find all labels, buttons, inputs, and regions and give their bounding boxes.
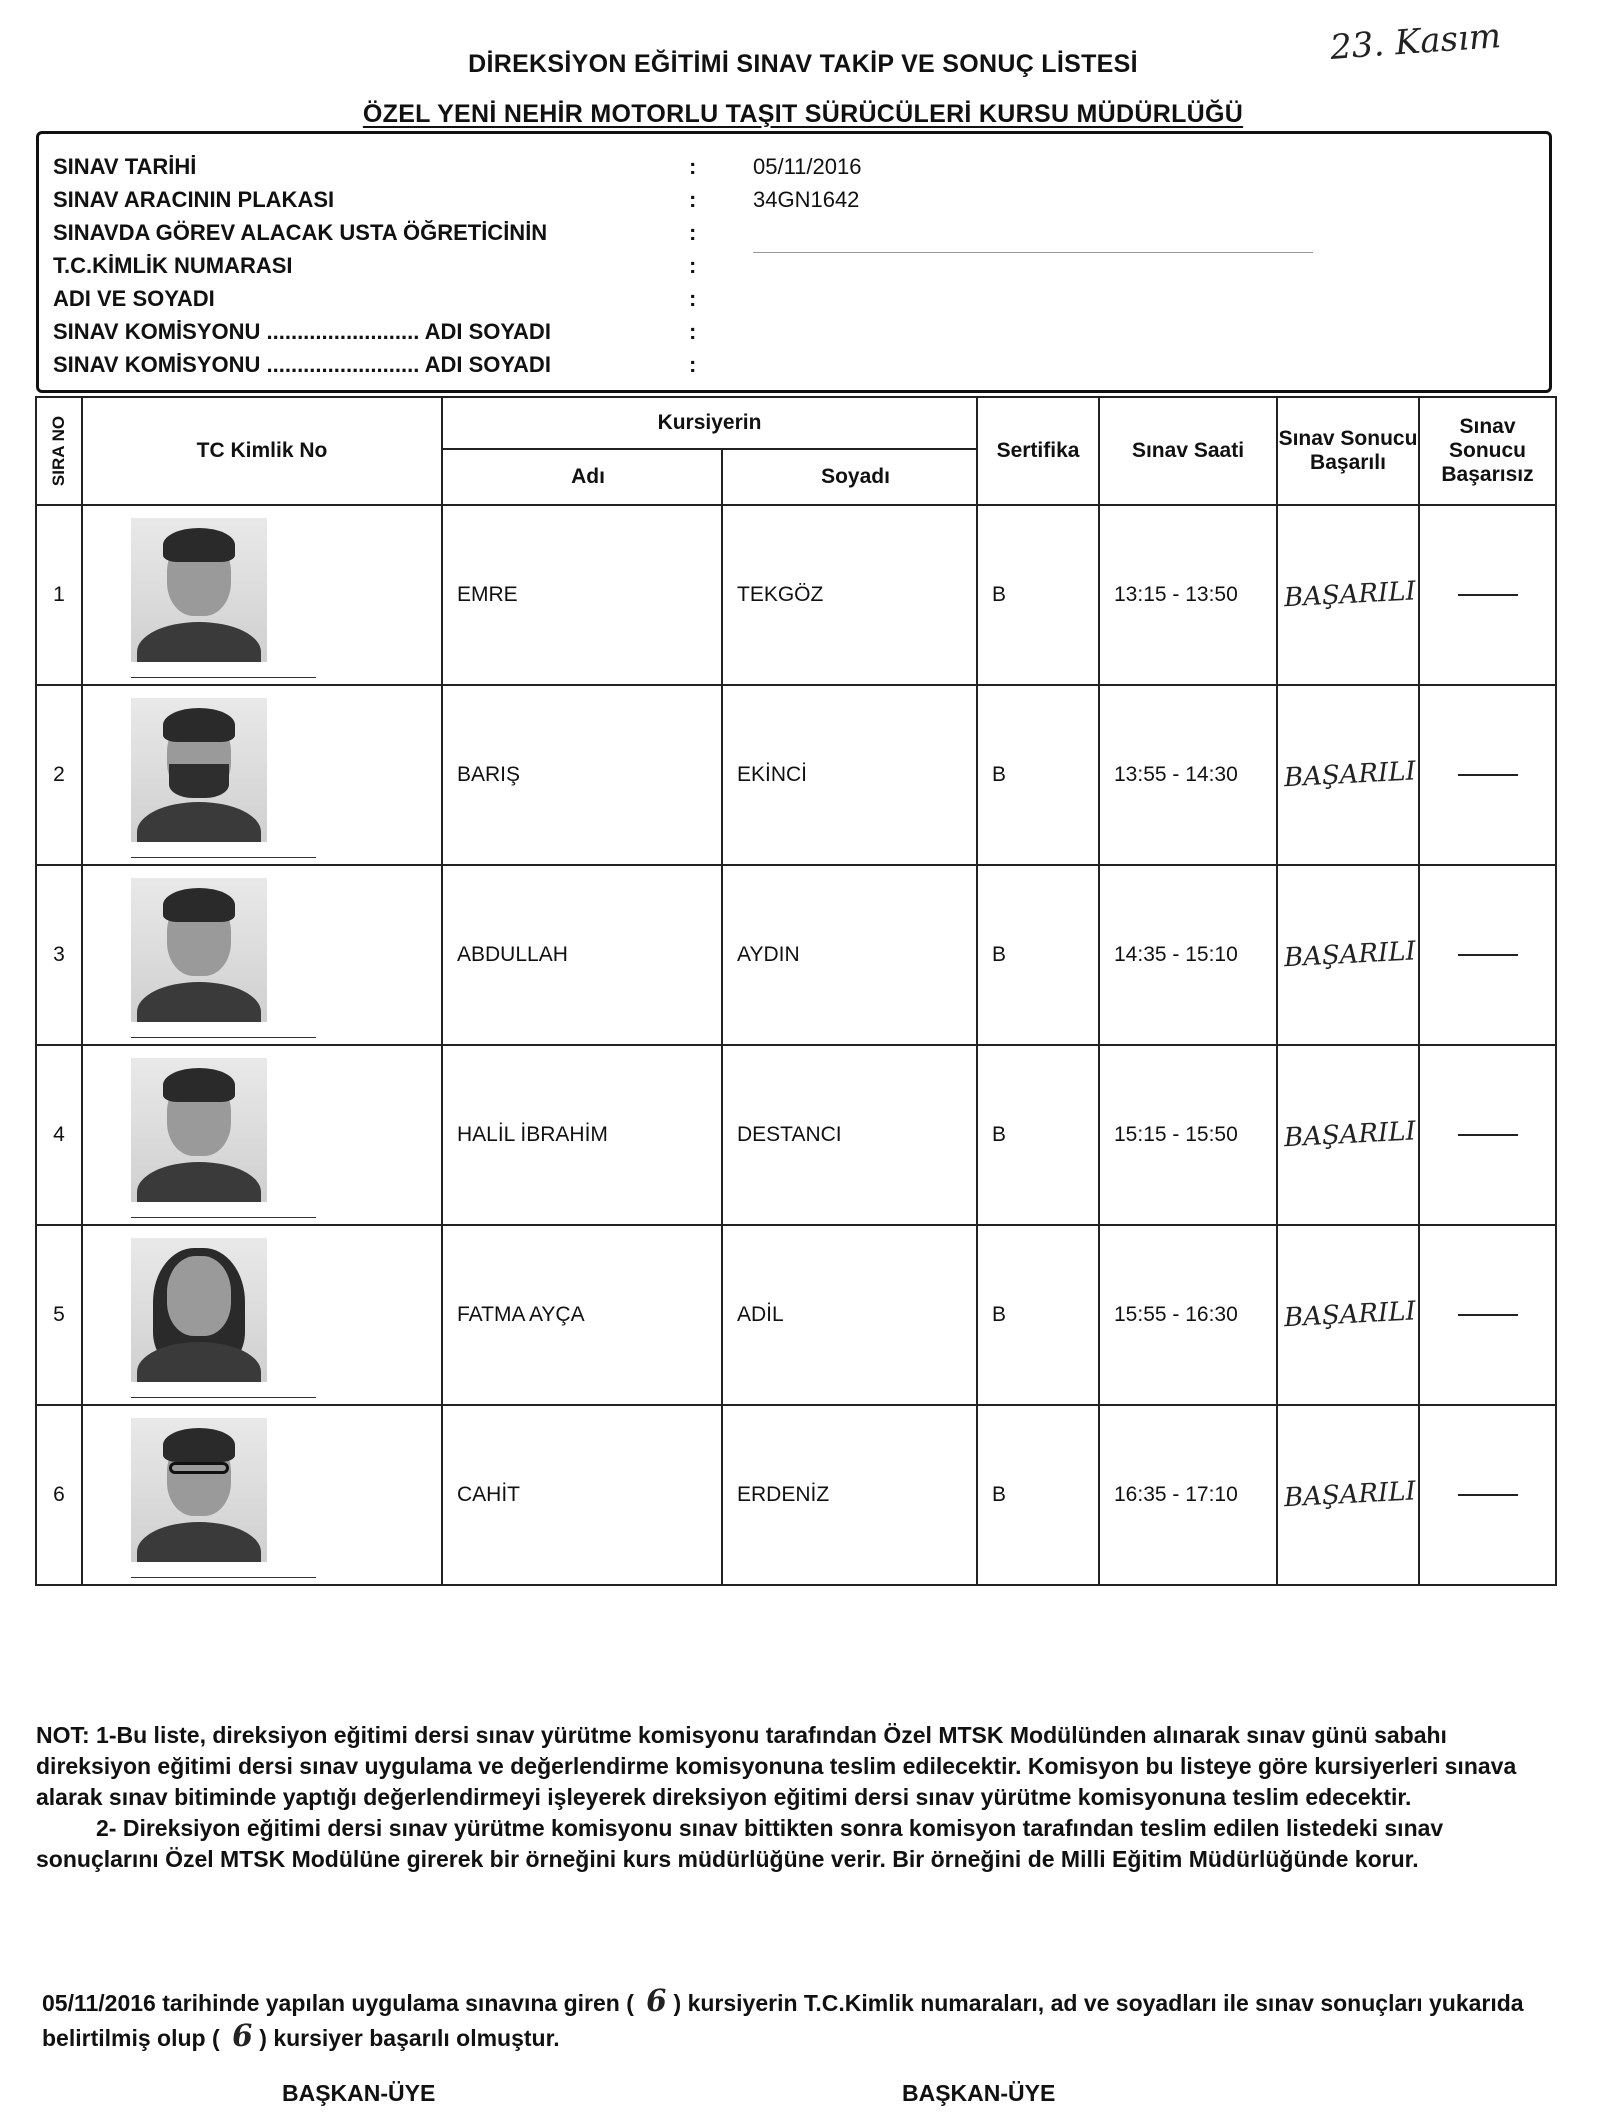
table-row [36, 685, 1556, 865]
info-row [53, 187, 1533, 220]
result-success-cell [1277, 1045, 1419, 1225]
handwritten-date: 23. Kasım [1328, 16, 1503, 68]
table-row [36, 1225, 1556, 1405]
exam-time-cell: 13:55 - 14:30 [1099, 685, 1277, 865]
photo-cell [82, 685, 442, 865]
info-row [53, 220, 1533, 253]
sira-no-cell: 5 [36, 1225, 82, 1405]
photo-cell [82, 505, 442, 685]
info-colon: : [689, 187, 697, 212]
results-table [35, 396, 1557, 1586]
header-sertifika: Sertifika [977, 397, 1099, 505]
header-saat: Sınav Saati [1099, 397, 1277, 505]
last-name-cell: AYDIN [722, 865, 977, 1045]
header-tc: TC Kimlik No [82, 397, 442, 505]
sira-no-cell: 1 [36, 505, 82, 685]
info-label: ADI VE SOYADI [53, 286, 215, 311]
dash-mark [1458, 1494, 1518, 1496]
handwritten-result: BAŞARILI [1283, 1296, 1417, 1334]
school-name: ÖZEL YENİ NEHİR MOTORLU TAŞIT SÜRÜCÜLERİ KURSU MÜDÜRLÜĞÜ [362, 100, 1244, 128]
first-name-cell: CAHİT [442, 1405, 722, 1585]
first-name-cell: BARIŞ [442, 685, 722, 865]
sira-no-cell: 3 [36, 865, 82, 1045]
document-title: DİREKSİYON EĞİTİMİ SINAV TAKİP VE SONUÇ LİSTESİ [468, 50, 1138, 78]
info-colon: : [689, 220, 697, 245]
result-fail-cell [1419, 1045, 1556, 1225]
result-fail-cell [1419, 1405, 1556, 1585]
info-label: SINAV TARİHİ [53, 154, 197, 179]
student-photo [131, 1058, 267, 1202]
handwritten-result: BAŞARILI [1283, 936, 1417, 974]
summary-count-1: 6 [645, 1983, 669, 2020]
info-label: T.C.KİMLİK NUMARASI [53, 253, 293, 278]
info-label: SINAV KOMİSYONU ......................... ADI SOYADI [53, 352, 551, 377]
info-label: SINAV KOMİSYONU ......................... ADI SOYADI [53, 319, 551, 344]
photo-cell [82, 1045, 442, 1225]
exam-time-cell: 16:35 - 17:10 [1099, 1405, 1277, 1585]
summary-count-2: 6 [231, 2018, 254, 2055]
last-name-cell: ADİL [722, 1225, 977, 1405]
exam-info-box [36, 131, 1552, 393]
info-colon: : [689, 154, 697, 179]
result-success-cell [1277, 865, 1419, 1045]
handwritten-result: BAŞARILI [1283, 1476, 1417, 1514]
info-label: SINAVDA GÖREV ALACAK USTA ÖĞRETİCİNİN [53, 220, 548, 245]
header-basarili: Sınav Sonucu Başarılı [1277, 397, 1419, 505]
result-success-cell [1277, 505, 1419, 685]
certificate-cell: B [977, 1045, 1099, 1225]
last-name-cell: EKİNCİ [722, 685, 977, 865]
handwritten-result: BAŞARILI [1283, 756, 1417, 794]
signature-left: BAŞKAN-ÜYE [282, 2080, 436, 2106]
photo-underline [131, 1217, 316, 1218]
photo-cell [82, 865, 442, 1045]
plate-value: 34GN1642 [753, 187, 860, 212]
info-colon: : [689, 253, 697, 278]
info-row [53, 352, 1533, 385]
summary-text [42, 1985, 1562, 2055]
student-photo [131, 698, 267, 842]
dash-mark [1458, 1134, 1518, 1136]
result-success-cell [1277, 1225, 1419, 1405]
result-fail-cell [1419, 865, 1556, 1045]
note-paragraph-1: NOT: 1-Bu liste, direksiyon eğitimi dersi sınav yürütme komisyonu tarafından Özel MTSK Modülünden alınarak sınav günü sabahı direksiyon eğitimi dersi sınav uygulama ve değerlendirme komisyonuna teslim edilecektir. Komisyon bu listeye göre kursiyerleri sınava alarak sınav bitiminde yaptığı değerlendirmeyi işleyerek direksiyon eğitimi dersi sınav yürütme komisyonuna teslim edecektir. [36, 1722, 1517, 1810]
dash-mark [1458, 954, 1518, 956]
sira-no-cell: 6 [36, 1405, 82, 1585]
result-success-cell [1277, 1405, 1419, 1585]
info-row [53, 319, 1533, 352]
first-name-cell: EMRE [442, 505, 722, 685]
exam-time-cell: 15:55 - 16:30 [1099, 1225, 1277, 1405]
photo-cell [82, 1225, 442, 1405]
dash-mark [1458, 1314, 1518, 1316]
info-row [53, 154, 1533, 187]
table-row [36, 505, 1556, 685]
dash-mark [1458, 594, 1518, 596]
first-name-cell: HALİL İBRAHİM [442, 1045, 722, 1225]
summary-part-2: ) kursiyerin T.C.Kimlik numaraları, ad ve soyadları ile sınav sonuçları yukarıda belirtilmiş olup ( [42, 1990, 1524, 2051]
photo-underline [131, 857, 316, 858]
signature-right: BAŞKAN-ÜYE [902, 2080, 1056, 2106]
info-colon: : [689, 319, 697, 344]
sira-no-cell: 2 [36, 685, 82, 865]
summary-part-3: ) kursiyer başarılı olmuştur. [259, 2025, 560, 2051]
exam-time-cell: 14:35 - 15:10 [1099, 865, 1277, 1045]
last-name-cell: TEKGÖZ [722, 505, 977, 685]
results-body [36, 505, 1556, 1585]
table-row [36, 865, 1556, 1045]
certificate-cell: B [977, 1225, 1099, 1405]
info-colon: : [689, 286, 697, 311]
header-adi: Adı [442, 449, 722, 505]
info-row [53, 253, 1533, 286]
student-photo [131, 878, 267, 1022]
result-fail-cell [1419, 505, 1556, 685]
handwritten-result: BAŞARILI [1283, 1116, 1417, 1154]
last-name-cell: ERDENİZ [722, 1405, 977, 1585]
exam-time-cell: 13:15 - 13:50 [1099, 505, 1277, 685]
last-name-cell: DESTANCI [722, 1045, 977, 1225]
table-row [36, 1405, 1556, 1585]
notes-section [36, 1720, 1566, 1875]
certificate-cell: B [977, 1405, 1099, 1585]
photo-cell [82, 1405, 442, 1585]
student-photo [131, 518, 267, 662]
info-label: SINAV ARACININ PLAKASI [53, 187, 335, 212]
info-colon: : [689, 352, 697, 377]
result-fail-cell [1419, 685, 1556, 865]
first-name-cell: FATMA AYÇA [442, 1225, 722, 1405]
result-success-cell [1277, 685, 1419, 865]
result-fail-cell [1419, 1225, 1556, 1405]
info-row [53, 286, 1533, 319]
summary-part-1: 05/11/2016 tarihinde yapılan uygulama sınavına giren ( [42, 1990, 634, 2016]
certificate-cell: B [977, 685, 1099, 865]
exam-date-value: 05/11/2016 [753, 154, 862, 179]
header-soyadi: Soyadı [722, 449, 977, 505]
photo-underline [131, 1577, 316, 1578]
note-paragraph-2: 2- Direksiyon eğitimi dersi sınav yürütme komisyonu sınav bittikten sonra komisyon tarafından teslim edilen listedeki sınav sonuçlarını Özel MTSK Modülüne girerek bir örneğini kurs müdürlüğüne verir. Bir örneğini de Milli Eğitim Müdürlüğünde korur. [36, 1815, 1444, 1872]
certificate-cell: B [977, 865, 1099, 1045]
header-basarisiz: Sınav Sonucu Başarısız [1419, 397, 1556, 505]
header-sira-no: SIRA NO [36, 397, 82, 505]
certificate-cell: B [977, 505, 1099, 685]
table-row [36, 1045, 1556, 1225]
photo-underline [131, 1397, 316, 1398]
photo-underline [131, 677, 316, 678]
dash-mark [1458, 774, 1518, 776]
header-kursiyer: Kursiyerin [442, 397, 977, 449]
handwritten-result: BAŞARILI [1283, 576, 1417, 614]
student-photo [131, 1238, 267, 1382]
exam-time-cell: 15:15 - 15:50 [1099, 1045, 1277, 1225]
first-name-cell: ABDULLAH [442, 865, 722, 1045]
sira-no-cell: 4 [36, 1045, 82, 1225]
student-photo [131, 1418, 267, 1562]
photo-underline [131, 1037, 316, 1038]
